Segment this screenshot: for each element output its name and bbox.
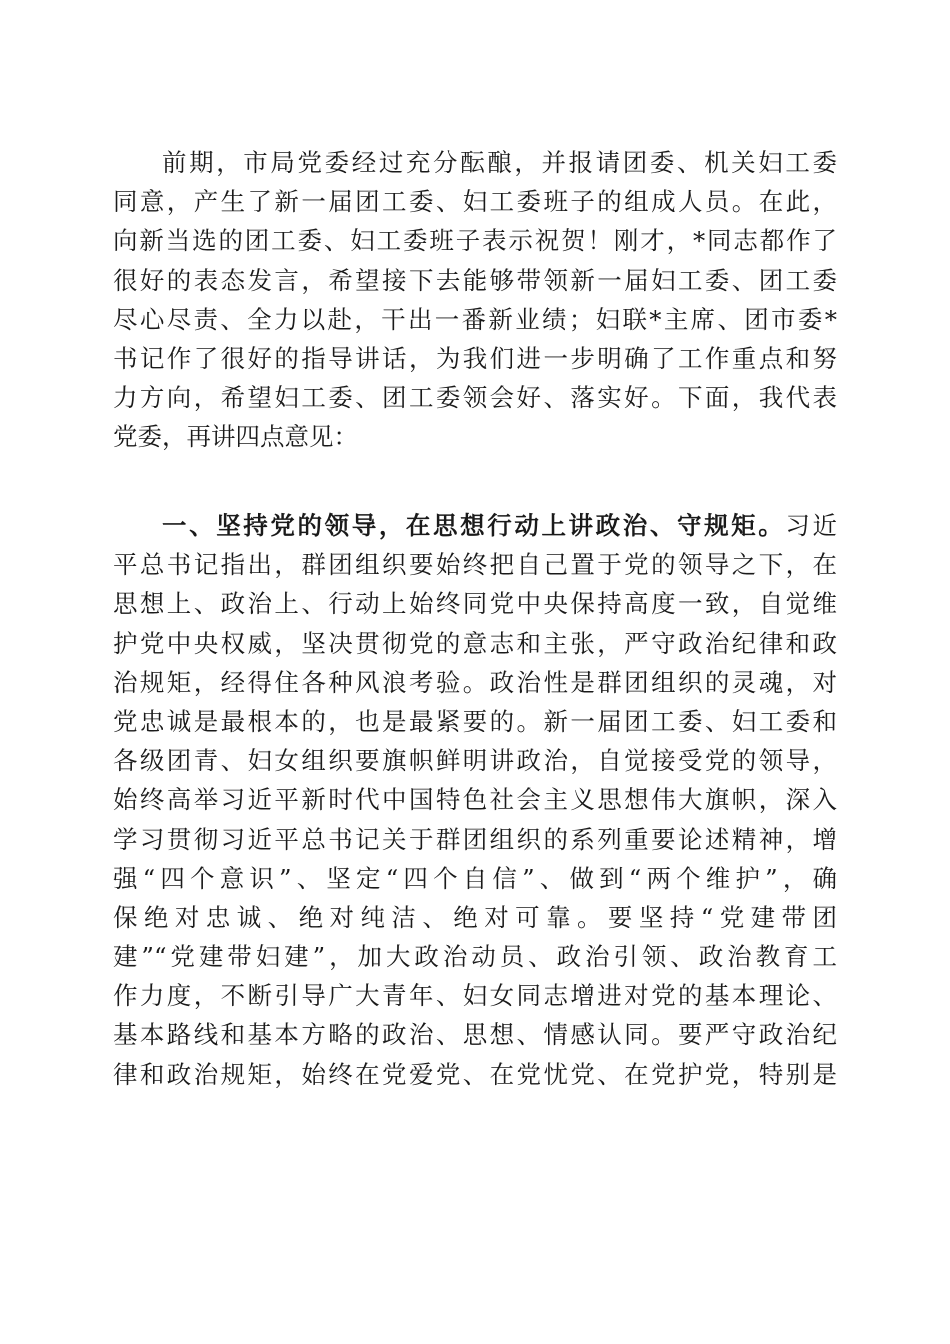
text-line: 很好的表态发言，希望接下去能够带领新一届妇工委、团工委: [113, 265, 837, 295]
text-line-with-heading: [113, 506, 837, 545]
text-line: 向新当选的团工委、妇工委班子表示祝贺！刚才，*同志都作了: [113, 226, 837, 256]
text-line: 作力度，不断引导广大青年、妇女同志增进对党的基本理论、: [113, 981, 837, 1011]
text-line: 前期，市局党委经过充分酝酿，并报请团委、机关妇工委: [162, 148, 837, 177]
text-line: 平总书记指出，群团组织要始终把自己置于党的领导之下，在: [113, 550, 837, 580]
section-heading: 一、坚持党的领导，在思想行动上讲政治、守规矩。: [162, 511, 786, 540]
paragraph-section-one: [113, 506, 837, 1094]
text-line: 基本路线和基本方略的政治、思想、情感认同。要严守政治纪: [113, 1020, 837, 1050]
heading-line-continuation: 习近: [785, 511, 838, 540]
paragraph-opening: [113, 143, 837, 457]
text-line: 书记作了很好的指导讲话，为我们进一步明确了工作重点和努: [113, 343, 837, 373]
text-line: 强“四个意识”、坚定“四个自信”、做到“两个维护”，确: [113, 863, 837, 893]
text-line: 保绝对忠诚、绝对纯洁、绝对可靠。要坚持“党建带团: [113, 902, 837, 932]
text-line: 思想上、政治上、行动上始终同党中央保持高度一致，自觉维: [113, 589, 837, 619]
text-line: 律和政治规矩，始终在党爱党、在党忧党、在党护党，特别是: [113, 1059, 837, 1089]
text-line: 始终高举习近平新时代中国特色社会主义思想伟大旗帜，深入: [113, 785, 837, 815]
text-line: 尽心尽责、全力以赴，干出一番新业绩；妇联*主席、团市委*: [113, 304, 837, 334]
text-line: 力方向，希望妇工委、团工委领会好、落实好。下面，我代表: [113, 383, 837, 413]
text-line: 党委，再讲四点意见：: [113, 422, 358, 452]
text-line: 学习贯彻习近平总书记关于群团组织的系列重要论述精神，增: [113, 824, 837, 854]
text-line: 治规矩，经得住各种风浪考验。政治性是群团组织的灵魂，对: [113, 667, 837, 697]
text-line: 建”“党建带妇建”，加大政治动员、政治引领、政治教育工: [113, 942, 837, 972]
text-line: 同意，产生了新一届团工委、妇工委班子的组成人员。在此，: [113, 187, 837, 217]
text-line: 护党中央权威，坚决贯彻党的意志和主张，严守政治纪律和政: [113, 628, 837, 658]
text-line: 各级团青、妇女组织要旗帜鲜明讲政治，自觉接受党的领导，: [113, 746, 837, 776]
text-line: 党忠诚是最根本的，也是最紧要的。新一届团工委、妇工委和: [113, 706, 837, 736]
